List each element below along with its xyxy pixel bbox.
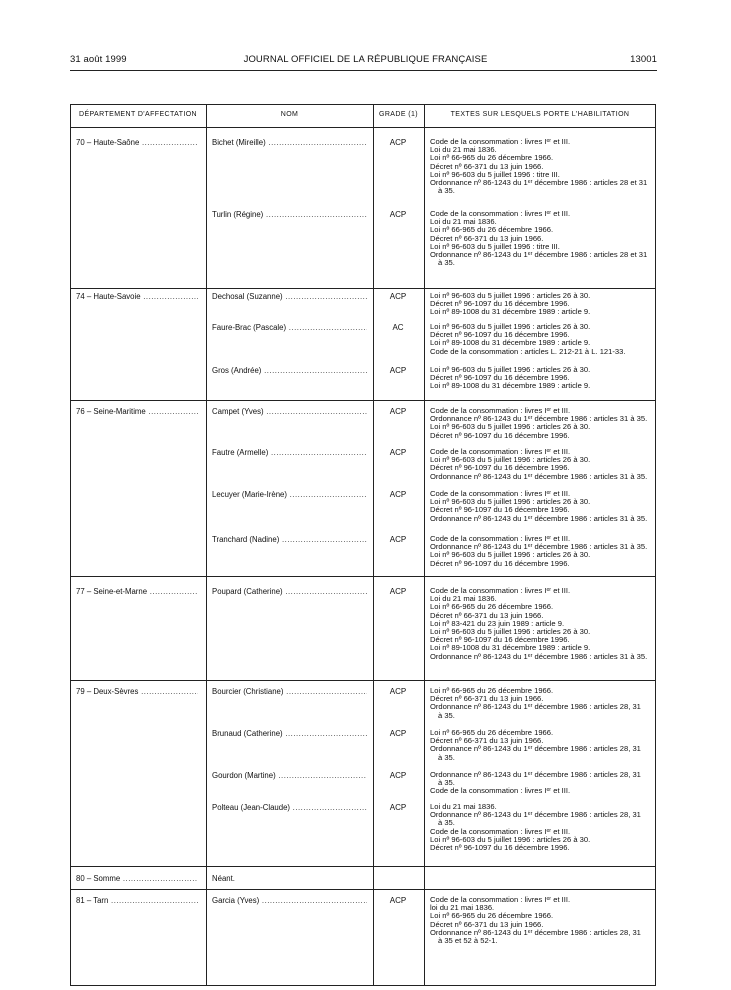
header-grade: GRADE (1) [379, 111, 418, 118]
text-line: Code de la consommation : livres Iᵉʳ et III. [430, 447, 571, 456]
name-cell: Bichet (Mireille) ..... [212, 138, 367, 147]
text-line: Code de la consommation : livres Iᵉʳ et III. [430, 895, 571, 904]
text-line: à 35. [438, 818, 455, 828]
department-divider [71, 288, 655, 289]
department-cell: 76 – Seine-Maritime ..... [76, 407, 198, 416]
department-divider [71, 400, 655, 401]
text-line: Ordonnance nº 86-1243 du 1ᵉʳ décembre 1986 : articles 28, 31 [430, 927, 641, 937]
text-line: Ordonnance nº 86-1243 du 1ᵉʳ décembre 1986 : articles 31 à 35. [430, 513, 648, 523]
grade-cell: ACP [389, 771, 407, 780]
texts-cell [430, 729, 652, 762]
texts-cell [430, 803, 652, 852]
text-line: Loi du 21 mai 1836. [430, 802, 497, 811]
text-line: Décret nº 96-1097 du 16 décembre 1996. [430, 330, 570, 340]
text-line: Loi nº 96-603 du 5 juillet 1996 : articles 26 à 30. [430, 627, 591, 637]
grade-cell: ACP [389, 896, 407, 905]
text-line: Décret nº 66-371 du 13 juin 1966. [430, 161, 544, 171]
text-line: à 35. [438, 752, 455, 762]
name-cell: Fautre (Armelle) ..... [212, 448, 367, 457]
texts-cell [430, 771, 652, 796]
grade-cell: ACP [389, 210, 407, 219]
department-cell: 70 – Haute-Saône ..... [76, 138, 198, 147]
grade-cell: ACP [389, 587, 407, 596]
text-line: Loi nº 96-603 du 5 juillet 1996 : articles 26 à 30. [430, 497, 591, 507]
text-line: Décret nº 66-371 du 13 juin 1966. [430, 610, 544, 620]
name-cell: Garcia (Yves) ..... [212, 896, 367, 905]
texts-cell [430, 448, 652, 481]
text-line: Loi nº 96-603 du 5 juillet 1996 : articles 26 à 30. [430, 422, 591, 432]
name-cell: Poupard (Catherine) ..... [212, 587, 367, 596]
texts-cell [430, 323, 652, 356]
text-line: Ordonnance nº 86-1243 du 1ᵉʳ décembre 1986 : articles 28 et 31 [430, 250, 648, 260]
grade-cell: ACP [389, 490, 407, 499]
text-line: Loi nº 66-965 du 26 décembre 1966. [430, 225, 554, 235]
text-line: Loi nº 96-603 du 5 juillet 1996 : titre III. [430, 241, 560, 251]
text-line: Loi nº 96-603 du 5 juillet 1996 : articles 26 à 30. [430, 834, 591, 844]
text-line: Code de la consommation : livres Iᵉʳ et III. [430, 209, 571, 218]
column-divider [206, 105, 207, 985]
text-line: à 35 et 52 à 52-1. [438, 936, 498, 946]
texts-cell [430, 490, 652, 523]
text-line: Décret nº 66-371 du 13 juin 1966. [430, 233, 544, 243]
name-cell-none: Néant. [212, 874, 235, 883]
name-cell: Tranchard (Nadine) ..... [212, 535, 367, 544]
grade-cell: ACP [389, 366, 407, 375]
header-name: NOM [280, 111, 299, 118]
text-line: Ordonnance nº 86-1243 du 1ᵉʳ décembre 1986 : articles 28, 31 [430, 702, 641, 712]
department-cell: 77 – Seine-et-Marne ..... [76, 587, 198, 596]
text-line: Loi nº 89-1008 du 31 décembre 1989 : article 9. [430, 338, 591, 348]
text-line: Code de la consommation : livres Iᵉʳ et III. [430, 786, 571, 796]
grade-cell: ACP [389, 407, 407, 416]
page-number: 13001 [630, 54, 657, 65]
text-line: Décret nº 66-371 du 13 juin 1966. [430, 919, 544, 929]
text-line: Loi nº 66-965 du 26 décembre 1966. [430, 728, 554, 737]
text-line: Ordonnance nº 86-1243 du 1ᵉʳ décembre 1986 : articles 31 à 35. [430, 542, 648, 552]
text-line: Code de la consommation : livres Iᵉʳ et III. [430, 137, 571, 146]
text-line: Décret nº 96-1097 du 16 décembre 1996. [430, 505, 570, 515]
text-line: Loi du 21 mai 1836. [430, 594, 497, 604]
header-texts: TEXTES SUR LESQUELS PORTE L'HABILITATION [450, 111, 630, 118]
text-line: à 35. [438, 186, 455, 196]
text-line: Code de la consommation : livres Iᵉʳ et III. [430, 586, 571, 595]
name-cell: Campet (Yves) ..... [212, 407, 367, 416]
text-line: Décret nº 96-1097 du 16 décembre 1996. [430, 843, 570, 853]
texts-cell [430, 896, 652, 945]
department-cell: 81 – Tarn ..... [76, 896, 198, 905]
text-line: Décret nº 96-1097 du 16 décembre 1996. [430, 635, 570, 645]
text-line: Loi du 21 mai 1836. [430, 217, 497, 227]
column-divider [424, 105, 425, 985]
grade-cell: ACP [389, 803, 407, 812]
texts-cell [430, 687, 652, 720]
department-divider [71, 866, 655, 867]
texts-cell [430, 535, 652, 568]
text-line: Ordonnance nº 86-1243 du 1ᵉʳ décembre 1986 : articles 28, 31 [430, 810, 641, 820]
department-cell: 74 – Haute-Savoie ..... [76, 292, 198, 301]
column-divider [373, 105, 374, 985]
text-line: Loi nº 96-603 du 5 juillet 1996 : articles 26 à 30. [430, 455, 591, 465]
text-line: Code de la consommation : livres Iᵉʳ et III. [430, 406, 571, 415]
text-line: Décret nº 66-371 du 13 juin 1966. [430, 694, 544, 704]
name-cell: Faure-Brac (Pascale) ..... [212, 323, 367, 332]
header-rule [70, 70, 657, 71]
text-line: Ordonnance nº 86-1243 du 1ᵉʳ décembre 1986 : articles 28, 31 [430, 770, 641, 779]
text-line: Loi nº 66-965 du 26 décembre 1966. [430, 153, 554, 163]
name-cell: Brunaud (Catherine) ..... [212, 729, 367, 738]
text-line: Code de la consommation : articles L. 212-21 à L. 121-33. [430, 346, 626, 356]
text-line: loi du 21 mai 1836. [430, 903, 495, 913]
text-line: Décret nº 96-1097 du 16 décembre 1996. [430, 299, 570, 309]
department-divider [71, 889, 655, 890]
texts-cell [430, 210, 652, 267]
text-line: Loi nº 66-965 du 26 décembre 1966. [430, 911, 554, 921]
text-line: Loi du 21 mai 1836. [430, 145, 497, 155]
text-line: Loi nº 96-603 du 5 juillet 1996 : articles 26 à 30. [430, 291, 591, 300]
texts-cell [430, 292, 652, 317]
text-line: Loi nº 96-603 du 5 juillet 1996 : articles 26 à 30. [430, 322, 591, 331]
name-cell: Gourdon (Martine) ..... [212, 771, 367, 780]
text-line: Loi nº 66-965 du 26 décembre 1966. [430, 686, 554, 695]
text-line: à 35. [438, 710, 455, 720]
department-divider [71, 680, 655, 681]
text-line: Loi nº 89-1008 du 31 décembre 1989 : article 9. [430, 643, 591, 653]
text-line: Loi nº 89-1008 du 31 décembre 1989 : article 9. [430, 381, 591, 391]
text-line: Loi nº 96-603 du 5 juillet 1996 : articles 26 à 30. [430, 550, 591, 560]
text-line: Loi nº 89-1008 du 31 décembre 1989 : article 9. [430, 307, 591, 317]
text-line: Loi nº 96-603 du 5 juillet 1996 : articles 26 à 30. [430, 365, 591, 374]
grade-cell: ACP [389, 292, 407, 301]
text-line: Loi nº 96-603 du 5 juillet 1996 : titre III. [430, 169, 560, 179]
text-line: Décret nº 96-1097 du 16 décembre 1996. [430, 373, 570, 383]
header-row-divider [71, 127, 655, 128]
text-line: Décret nº 96-1097 du 16 décembre 1996. [430, 463, 570, 473]
department-cell: 79 – Deux-Sèvres ..... [76, 687, 198, 696]
text-line: Ordonnance nº 86-1243 du 1ᵉʳ décembre 1986 : articles 31 à 35. [430, 651, 648, 661]
texts-cell [430, 407, 652, 440]
text-line: à 35. [438, 258, 455, 268]
text-line: Décret nº 96-1097 du 16 décembre 1996. [430, 558, 570, 568]
name-cell: Lecuyer (Marie-Irène) ..... [212, 490, 367, 499]
text-line: à 35. [438, 778, 455, 788]
text-line: Loi nº 83-421 du 23 juin 1989 : article 9. [430, 618, 565, 628]
grade-cell: AC [392, 323, 404, 332]
grade-cell: ACP [389, 535, 407, 544]
text-line: Code de la consommation : livres Iᵉʳ et III. [430, 489, 571, 498]
grade-cell: ACP [389, 687, 407, 696]
department-divider [71, 576, 655, 577]
texts-cell [430, 138, 652, 195]
name-cell: Turlin (Régine) ..... [212, 210, 367, 219]
text-line: Décret nº 96-1097 du 16 décembre 1996. [430, 430, 570, 440]
name-cell: Dechosal (Suzanne) ..... [212, 292, 367, 301]
grade-cell: ACP [389, 138, 407, 147]
grade-cell: ACP [389, 729, 407, 738]
text-line: Code de la consommation : livres Iᵉʳ et III. [430, 826, 571, 836]
name-cell: Bourcier (Christiane) ..... [212, 687, 367, 696]
name-cell: Gros (Andrée) ..... [212, 366, 367, 375]
text-line: Ordonnance nº 86-1243 du 1ᵉʳ décembre 1986 : articles 31 à 35. [430, 414, 648, 424]
text-line: Loi nº 66-965 du 26 décembre 1966. [430, 602, 554, 612]
department-cell: 80 – Somme ..... [76, 874, 198, 883]
header-department: DÉPARTEMENT D'AFFECTATION [78, 111, 198, 118]
grade-cell: ACP [389, 448, 407, 457]
texts-cell [430, 587, 652, 661]
journal-title: JOURNAL OFFICIEL DE LA RÉPUBLIQUE FRANÇAISE [243, 54, 488, 65]
text-line: Ordonnance nº 86-1243 du 1ᵉʳ décembre 1986 : articles 28 et 31 [430, 178, 648, 188]
page-date: 31 août 1999 [70, 54, 127, 65]
texts-cell [430, 366, 652, 391]
text-line: Décret nº 66-371 du 13 juin 1966. [430, 736, 544, 746]
name-cell: Polteau (Jean-Claude) ..... [212, 803, 367, 812]
text-line: Code de la consommation : livres Iᵉʳ et III. [430, 534, 571, 543]
text-line: Ordonnance nº 86-1243 du 1ᵉʳ décembre 1986 : articles 31 à 35. [430, 471, 648, 481]
text-line: Ordonnance nº 86-1243 du 1ᵉʳ décembre 1986 : articles 28, 31 [430, 744, 641, 754]
